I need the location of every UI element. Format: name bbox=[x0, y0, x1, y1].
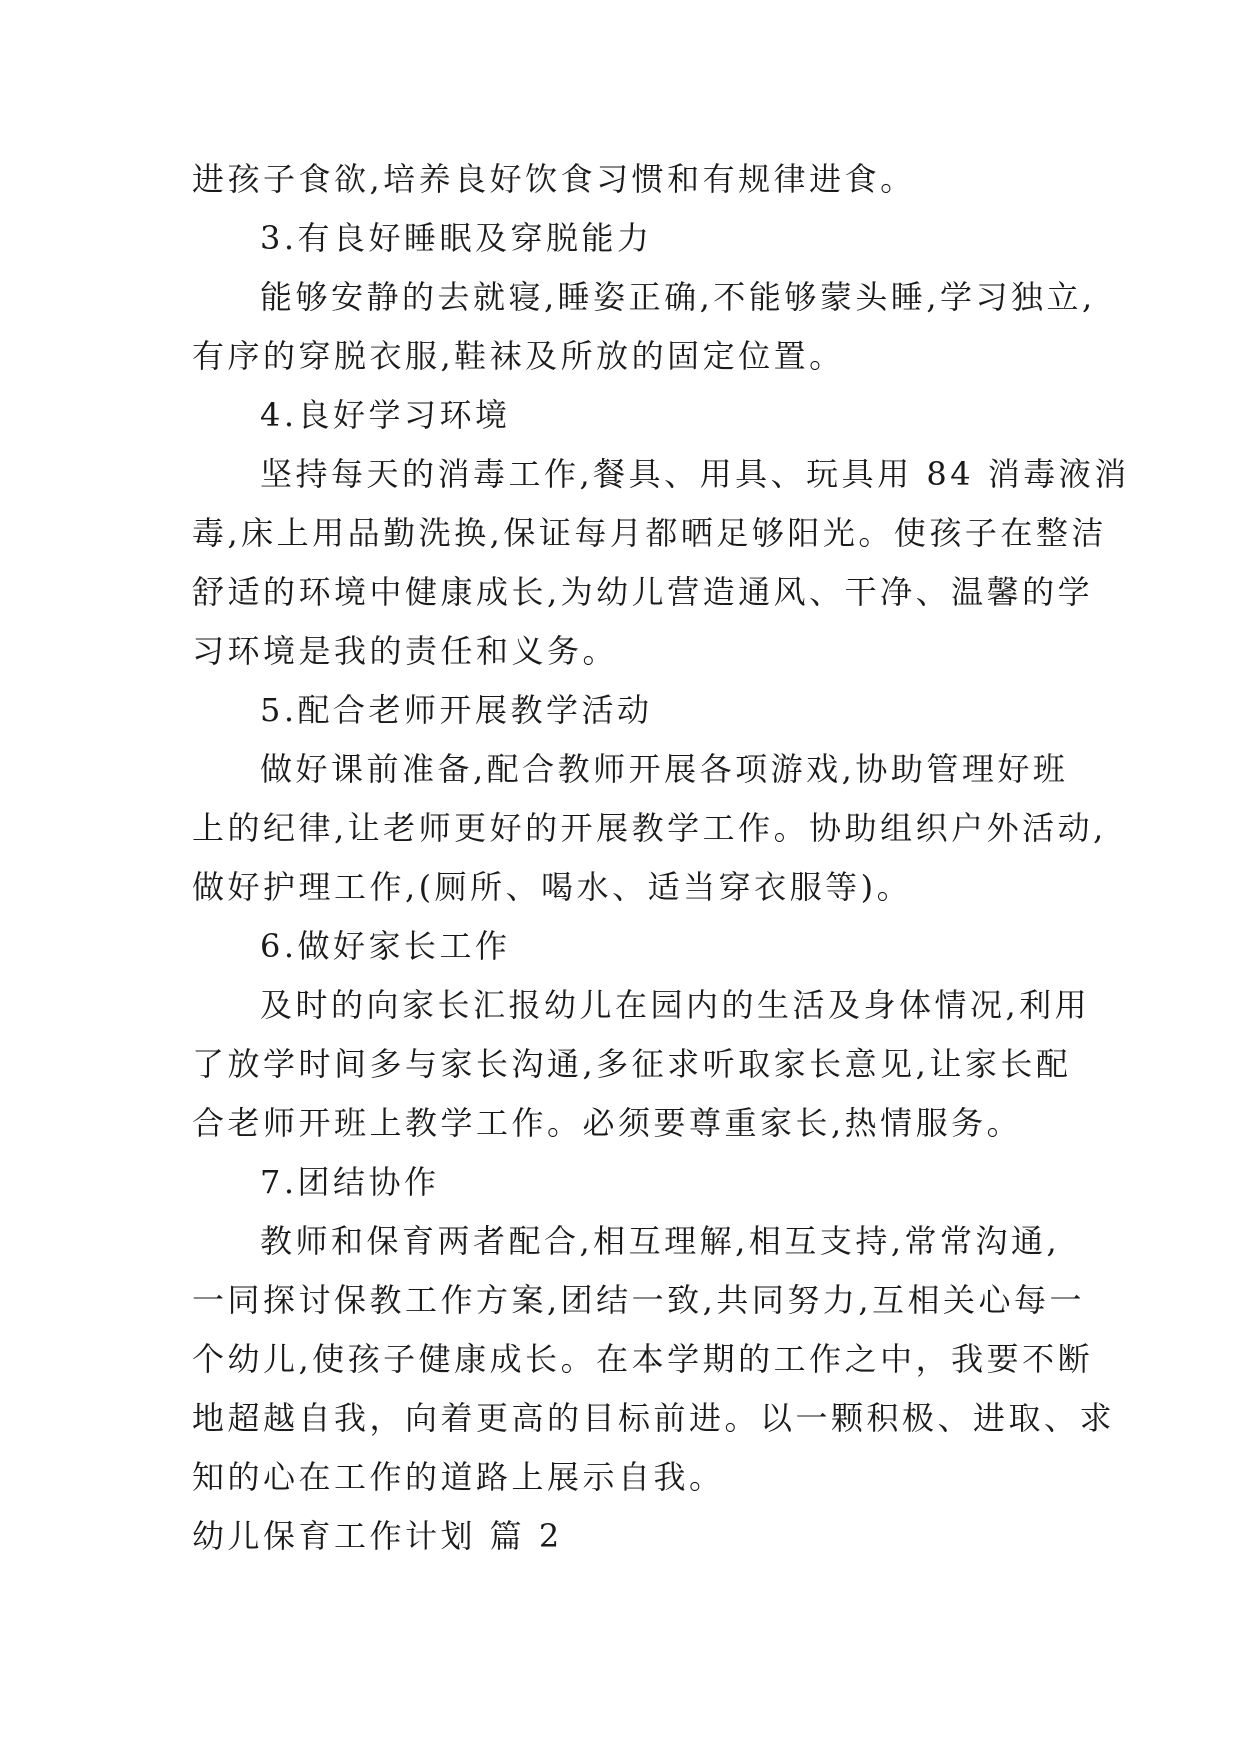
text-line: 习环境是我的责任和义务。 bbox=[192, 632, 619, 670]
section-heading-3: 3.有良好睡眠及穿脱能力 bbox=[260, 219, 653, 257]
document-title: 幼儿保育工作计划 篇 2 bbox=[192, 1517, 563, 1555]
section-heading-5: 5.配合老师开展教学活动 bbox=[260, 691, 653, 729]
text-line: 上的纪律,让老师更好的开展教学工作。协助组织户外活动, bbox=[192, 809, 1107, 847]
text-line: 有序的穿脱衣服,鞋袜及所放的固定位置。 bbox=[192, 337, 845, 375]
text-line: 坚持每天的消毒工作,餐具、用具、玩具用 84 消毒液消 bbox=[260, 455, 1130, 493]
text-line: 教师和保育两者配合,相互理解,相互支持,常常沟通, bbox=[260, 1222, 1061, 1260]
text-line: 及时的向家长汇报幼儿在园内的生活及身体情况,利用 bbox=[260, 986, 1091, 1024]
text-line: 知的心在工作的道路上展示自我。 bbox=[192, 1458, 725, 1496]
section-heading-7: 7.团结协作 bbox=[260, 1163, 440, 1201]
text-line: 舒适的环境中健康成长,为幼儿营造通风、干净、温馨的学 bbox=[192, 573, 1094, 611]
text-line: 做好护理工作,(厕所、喝水、适当穿衣服等)。 bbox=[192, 868, 913, 906]
section-heading-6: 6.做好家长工作 bbox=[260, 927, 511, 965]
document-body bbox=[192, 150, 1130, 1566]
text-line: 一同探讨保教工作方案,团结一致,共同努力,互相关心每一 bbox=[192, 1281, 1086, 1319]
text-line: 做好课前准备,配合教师开展各项游戏,协助管理好班 bbox=[260, 750, 1069, 788]
text-line: 能够安静的去就寝,睡姿正确,不能够蒙头睡,学习独立, bbox=[260, 278, 1096, 316]
text-line: 合老师开班上教学工作。必须要尊重家长,热情服务。 bbox=[192, 1104, 1023, 1142]
text-line: 进孩子食欲,培养良好饮食习惯和有规律进食。 bbox=[192, 160, 916, 198]
text-line: 地超越自我，向着更高的目标前进。以一颗积极、进取、求 bbox=[192, 1399, 1116, 1437]
section-heading-4: 4.良好学习环境 bbox=[260, 396, 511, 434]
text-line: 个幼儿,使孩子健康成长。在本学期的工作之中，我要不断 bbox=[192, 1340, 1094, 1378]
text-line: 了放学时间多与家长沟通,多征求听取家长意见,让家长配 bbox=[192, 1045, 1072, 1083]
text-line: 毒,床上用品勤洗换,保证每月都晒足够阳光。使孩子在整洁 bbox=[192, 514, 1107, 552]
